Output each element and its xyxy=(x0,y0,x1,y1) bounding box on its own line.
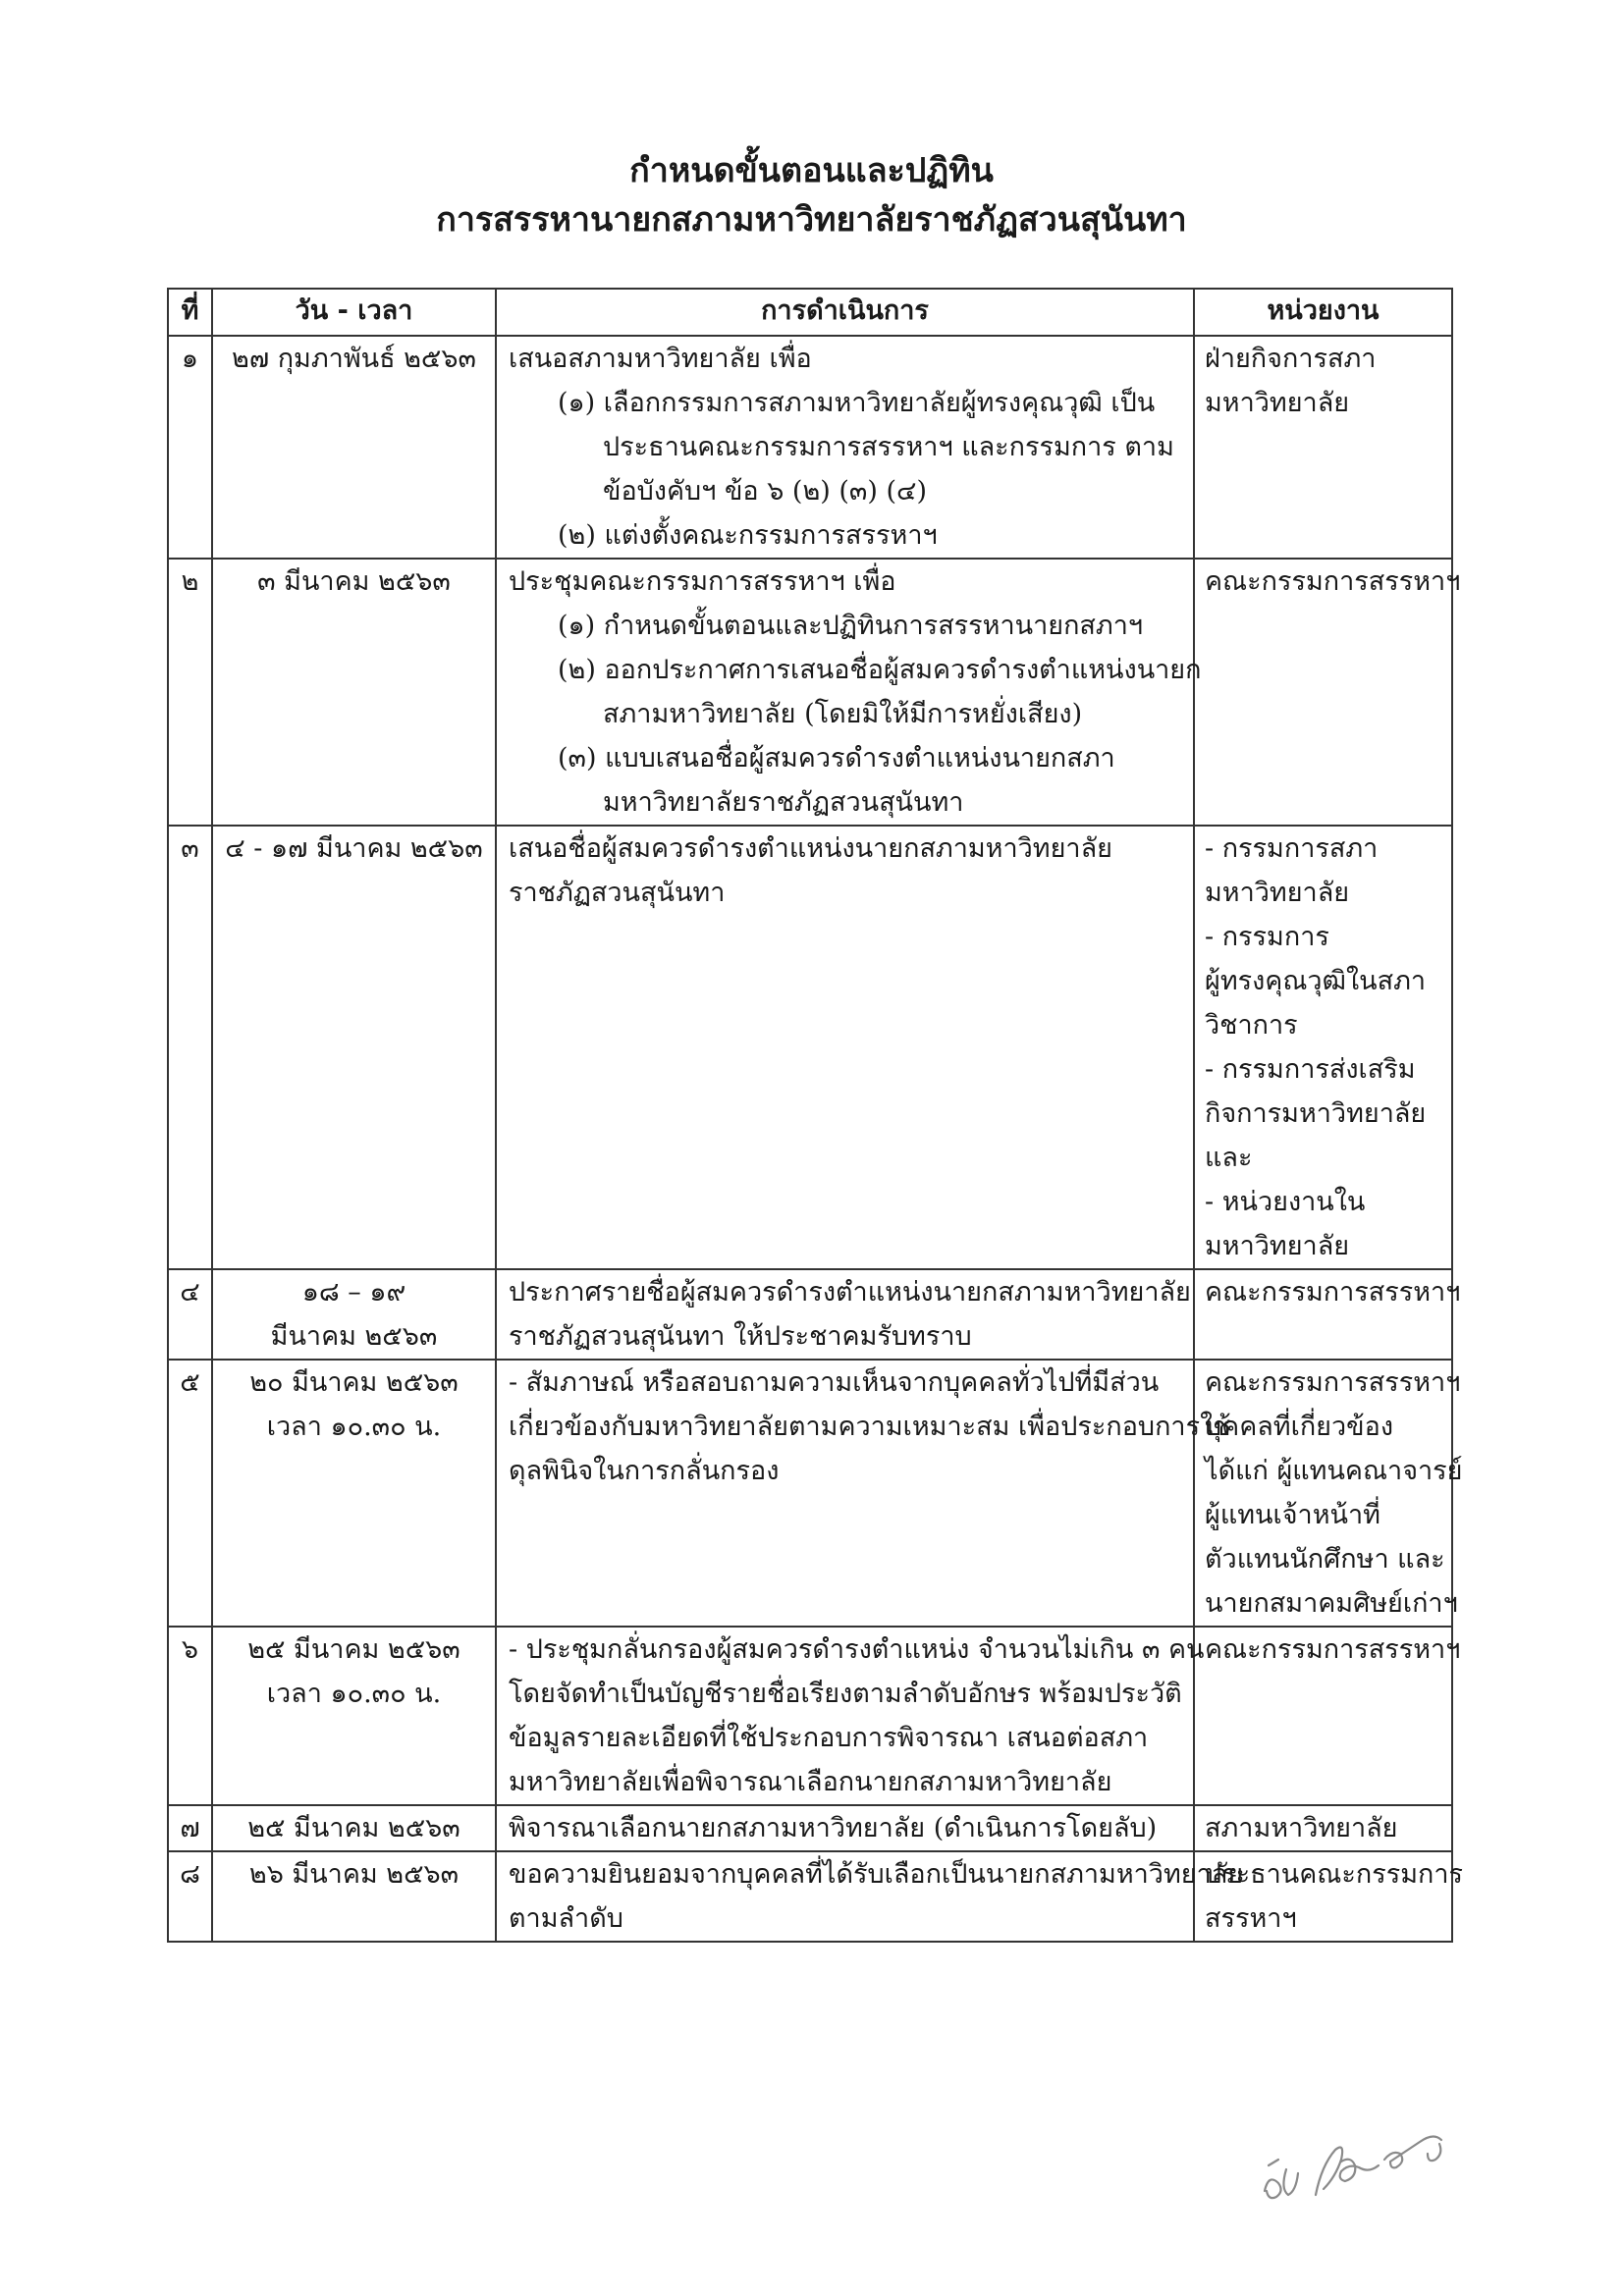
unit-line: สรรหาฯ xyxy=(1205,1903,1297,1934)
row-date xyxy=(212,1269,496,1360)
unit-line: คณะกรรมการสรรหาฯ xyxy=(1205,1277,1461,1308)
table-row xyxy=(168,1360,1452,1627)
action-intro: ประชุมคณะกรรมการสรรหาฯ เพื่อ xyxy=(509,566,896,597)
action-line: ประกาศรายชื่อผู้สมควรดำรงตำแหน่งนายกสภามหาวิทยาลัย xyxy=(509,1277,1191,1308)
table-header-row xyxy=(168,289,1452,336)
row-unit xyxy=(1194,1360,1463,1627)
unit-line: - หน่วยงานใน xyxy=(1205,1187,1366,1217)
unit-line: ฝ่ายกิจการสภา xyxy=(1205,344,1377,374)
row-unit xyxy=(1194,1627,1461,1805)
row-number: ๒ xyxy=(168,559,212,826)
row-action xyxy=(496,1360,1231,1627)
action-line: ตามลำดับ xyxy=(509,1903,623,1934)
row-number: ๘ xyxy=(168,1851,212,1942)
row-unit xyxy=(1194,559,1461,826)
action-item: (๓) แบบเสนอชื่อผู้สมควรดำรงตำแหน่งนายกสภา xyxy=(558,743,1115,774)
action-intro: เสนอสภามหาวิทยาลัย เพื่อ xyxy=(509,344,812,374)
row-number: ๗ xyxy=(168,1805,212,1851)
date-line: ๒๕ มีนาคม ๒๕๖๓ xyxy=(247,1634,460,1665)
unit-line: สภามหาวิทยาลัย xyxy=(1205,1813,1398,1843)
action-line: มหาวิทยาลัยเพื่อพิจารณาเลือกนายกสภามหาวิทยาลัย xyxy=(509,1767,1112,1797)
row-unit xyxy=(1194,1805,1452,1851)
schedule-table xyxy=(167,288,1464,1943)
row-number: ๕ xyxy=(168,1360,212,1627)
date-line: ๓ มีนาคม ๒๕๖๓ xyxy=(257,566,451,597)
action-line: ข้อมูลรายละเอียดที่ใช้ประกอบการพิจารณา เสนอต่อสภา xyxy=(509,1723,1149,1753)
date-line: ๒๗ กุมภาพันธ์ ๒๕๖๓ xyxy=(232,344,476,374)
action-line: ดุลพินิจในการกลั่นกรอง xyxy=(509,1456,780,1486)
action-line: พิจารณาเลือกนายกสภามหาวิทยาลัย (ดำเนินการโดยลับ) xyxy=(509,1813,1158,1843)
unit-line: - กรรมการ xyxy=(1205,922,1329,952)
action-item-continued: สภามหาวิทยาลัย (โดยมิให้มีการหยั่งเสียง) xyxy=(603,699,1083,729)
document-title: กำหนดขั้นตอนและปฏิทิน xyxy=(629,151,994,190)
action-line: โดยจัดทำเป็นบัญชีรายชื่อเรียงตามลำดับอักษร พร้อมประวัติ xyxy=(509,1679,1182,1709)
date-line: ๒๕ มีนาคม ๒๕๖๓ xyxy=(247,1813,460,1843)
action-item: (๑) เลือกกรรมการสภามหาวิทยาลัยผู้ทรงคุณวุฒิ เป็น xyxy=(558,388,1156,418)
row-action xyxy=(496,336,1194,559)
unit-line: วิชาการ xyxy=(1205,1010,1298,1041)
header-no: ที่ xyxy=(168,289,212,336)
table-row xyxy=(168,559,1452,826)
unit-line: นายกสมาคมศิษย์เก่าฯ xyxy=(1205,1588,1458,1619)
action-item-continued: ประธานคณะกรรมการสรรหาฯ และกรรมการ ตาม xyxy=(603,432,1174,462)
date-line: ๔ - ๑๗ มีนาคม ๒๕๖๓ xyxy=(225,833,483,864)
table-row xyxy=(168,1805,1452,1851)
unit-line: และ xyxy=(1205,1143,1253,1173)
unit-line: มหาวิทยาลัย xyxy=(1205,1231,1350,1261)
table-row xyxy=(168,1269,1452,1360)
row-date xyxy=(212,1627,496,1805)
action-line: ราชภัฏสวนสุนันทา xyxy=(509,878,726,908)
row-action xyxy=(496,826,1194,1269)
row-date xyxy=(212,826,496,1269)
row-number: ๖ xyxy=(168,1627,212,1805)
unit-line: - กรรมการส่งเสริม xyxy=(1205,1054,1416,1085)
row-unit xyxy=(1194,826,1452,1269)
date-line: เวลา ๑๐.๓๐ น. xyxy=(266,1679,442,1709)
unit-line: มหาวิทยาลัย xyxy=(1205,878,1350,908)
unit-line: ตัวแทนนักศึกษา และ xyxy=(1205,1544,1445,1575)
row-number: ๔ xyxy=(168,1269,212,1360)
unit-line: - กรรมการสภา xyxy=(1205,833,1379,864)
row-action xyxy=(496,1627,1205,1805)
table-row xyxy=(168,1851,1452,1942)
row-unit xyxy=(1194,1851,1464,1942)
table-row xyxy=(168,826,1452,1269)
row-action xyxy=(496,1805,1194,1851)
row-number: ๓ xyxy=(168,826,212,1269)
action-item-continued: มหาวิทยาลัยราชภัฏสวนสุนันทา xyxy=(603,787,964,818)
row-date xyxy=(212,1805,496,1851)
action-line: ขอความยินยอมจากบุคคลที่ได้รับเลือกเป็นนายกสภามหาวิทยาลัย xyxy=(509,1859,1244,1890)
row-date xyxy=(212,1851,496,1942)
unit-line: บุคคลที่เกี่ยวข้อง xyxy=(1205,1412,1394,1442)
action-line: เสนอชื่อผู้สมควรดำรงตำแหน่งนายกสภามหาวิทยาลัย xyxy=(509,833,1112,864)
unit-line: มหาวิทยาลัย xyxy=(1205,388,1350,418)
row-unit xyxy=(1194,1269,1461,1360)
row-action xyxy=(496,1851,1244,1942)
row-date xyxy=(212,559,496,826)
table-row xyxy=(168,1627,1452,1805)
unit-line: ผู้ทรงคุณวุฒิในสภา xyxy=(1205,966,1427,996)
row-action xyxy=(496,559,1202,826)
action-line: เกี่ยวข้องกับมหาวิทยาลัยตามความเหมาะสม เพื่อประกอบการใช้ xyxy=(509,1412,1231,1442)
action-item: (๒) แต่งตั้งคณะกรรมการสรรหาฯ xyxy=(558,520,938,551)
header-unit: หน่วยงาน xyxy=(1194,289,1452,336)
row-date xyxy=(212,1360,496,1627)
action-line: - ประชุมกลั่นกรองผู้สมควรดำรงตำแหน่ง จำนวนไม่เกิน ๓ คน xyxy=(509,1634,1205,1665)
row-date xyxy=(212,336,496,559)
unit-line: ได้แก่ ผู้แทนคณาจารย์ xyxy=(1205,1456,1463,1486)
date-line: มีนาคม ๒๕๖๓ xyxy=(270,1321,438,1352)
document-subtitle: การสรรหานายกสภามหาวิทยาลัยราชภัฏสวนสุนันทา xyxy=(436,200,1187,240)
unit-line: ประธานคณะกรรมการ xyxy=(1205,1859,1464,1890)
action-item-continued: ข้อบังคับฯ ข้อ ๖ (๒) (๓) (๔) xyxy=(603,476,927,507)
handwritten-signature xyxy=(1247,2101,1542,2218)
action-item: (๒) ออกประกาศการเสนอชื่อผู้สมควรดำรงตำแหน่งนายก xyxy=(558,655,1202,685)
date-line: ๒๐ มีนาคม ๒๕๖๓ xyxy=(249,1367,459,1398)
date-line: ๒๖ มีนาคม ๒๕๖๓ xyxy=(248,1859,460,1890)
action-line: - สัมภาษณ์ หรือสอบถามความเห็นจากบุคคลทั่วไปที่มีส่วน xyxy=(509,1367,1160,1398)
unit-line: คณะกรรมการสรรหาฯ xyxy=(1205,1634,1461,1665)
unit-line: คณะกรรมการสรรหาฯ xyxy=(1205,566,1461,597)
table-row xyxy=(168,336,1452,559)
unit-line: ผู้แทนเจ้าหน้าที่ xyxy=(1205,1500,1380,1530)
action-item: (๑) กำหนดขั้นตอนและปฏิทินการสรรหานายกสภาฯ xyxy=(558,611,1144,641)
unit-line: กิจการมหาวิทยาลัย xyxy=(1205,1098,1427,1129)
row-number: ๑ xyxy=(168,336,212,559)
row-action xyxy=(496,1269,1194,1360)
date-line: ๑๘ – ๑๙ xyxy=(301,1277,406,1308)
unit-line: คณะกรรมการสรรหาฯ xyxy=(1205,1367,1461,1398)
date-line: เวลา ๑๐.๓๐ น. xyxy=(266,1412,442,1442)
header-date: วัน - เวลา xyxy=(212,289,496,336)
row-unit xyxy=(1194,336,1452,559)
header-action: การดำเนินการ xyxy=(496,289,1194,336)
action-line: ราชภัฏสวนสุนันทา ให้ประชาคมรับทราบ xyxy=(509,1321,972,1352)
